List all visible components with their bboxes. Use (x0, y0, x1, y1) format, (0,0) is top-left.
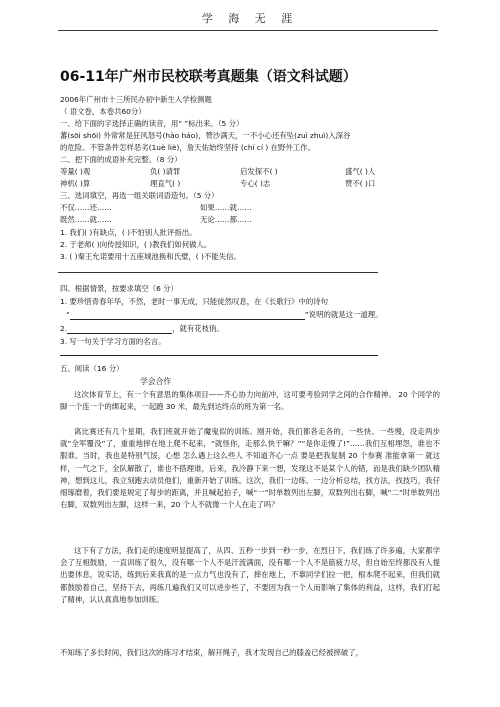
article-paragraph-1: 这次体育节上，有一个有意思的集体项目——齐心协力向前冲，这可要考验同学之间的合作精神。 20 个同学的脚一个连一个的绑起来，一起跑 30 米，最先到达终点的班为第一名。 (60, 390, 440, 412)
verse-blank[interactable] (67, 325, 172, 334)
quote-answer-line[interactable] (60, 355, 378, 356)
idiom-6: 理直气( ) (150, 179, 181, 188)
q2-heading: 二、把下面的成语补充完整。（8 分） (60, 155, 182, 164)
poem-blank[interactable] (70, 311, 305, 320)
q4-item-1: 1. 要珍惜青春年华，不然，老时一事无成，只能徒然叹息，在《长歌行》中的诗句 (60, 297, 329, 306)
q1-line-1: 蕃(sōi shōi) 外常常是狂风怒号(hào háo)，赞沙满天，一不小心还有坠(zuì zhuì)入深谷 (60, 131, 351, 140)
q4-item-2 (60, 324, 224, 334)
q4-heading: 四、根据情景，按要求填空（6 分） (60, 284, 178, 293)
article-paragraph-2: 离比赛还有几个星期，我们班就开始了魔鬼似的训练。刚开始，我们都各走各的，一些快、一些慢，没走两步就“全军覆没”了，重重地摔在地上爬不起来，“就怪你，走那么快干嘛？”“是你走慢了!”……我们互相埋怨，谁也不服谁。当时，我也是特别气馁，心想 怎么遇上这么些人 不知道齐心一点 要是把我复制 20 个参赛 准能拿第一 就这样，一气之下，全队解散了，谁也不搭理谁，后来，我冷静下来一想，发现这不是某个人的错，而是我们缺少团队精神，想到这儿，我立刻跑去动员他们，重新开始了训练。这次，我们一边练、一边分析总结，找方法，找技巧，我仔细琢磨着，我们要是规定了每步的距离，并且喊起拍子，喊“一”时单数列出左脚，双数列出右脚，喊“二”时单数列出右脚，双数列出左脚，这样一来，20 个人不就像一个人在走了吗？ (60, 427, 440, 510)
q3-sentence-1: 1. 我们( )有缺点，( )不怕别人批评指出。 (60, 228, 197, 237)
conj-pair-2: 如果……就…… (200, 203, 252, 212)
q1-heading: 一、给下面的字选择正确的读音，用“ ”标出来。（5 分） (60, 119, 244, 128)
idiom-5: 神机( )算 (60, 179, 91, 188)
q1-line-2: 的危险。不管条件怎样恶劣(1uè liè)，詹天佑始终坚持 (chí cí ) 在野外工作。 (60, 143, 315, 152)
conj-pair-1: 不仅……还…… (60, 203, 112, 212)
q4-item-2-num: 2. (60, 324, 68, 333)
q3-sentence-3: 3. ( )秦王允诺要用十五座城池换和氏璧，( )不能失信。 (60, 252, 241, 261)
document-title: 06-11年广州市民校联考真题集（语文科试题） (60, 69, 357, 85)
idiom-1: 等量( )观 (60, 167, 91, 176)
q4-item-1-tail: ”说明的就是这一道理。 (304, 310, 383, 319)
q5-heading: 五、阅读（16 分） (60, 364, 124, 373)
idiom-8: 赞不( )口 (345, 179, 376, 188)
open-quote: “ (66, 310, 70, 319)
article-title: 学会合作 (140, 377, 172, 386)
q3-heading: 三、选词填空，再选一组关联词语造句。（5 分） (60, 191, 219, 200)
conj-pair-3: 既然……就…… (60, 215, 112, 224)
page-header: 学 海 无 涯 (201, 12, 299, 25)
q3-sentence-2: 2. 于老师( )向传授知识，( )教我们如何做人。 (60, 240, 212, 249)
article-paragraph-4: 不知练了多长时间，我们这次的练习才结束，解开绳子，我才发现自己的膝盖已经被摔破了， (60, 648, 364, 657)
exam-subtitle: 2006年广州市十三所民办初中新生入学检测题 (60, 95, 212, 104)
q4-item-3: 3. 写一句关于学习方面的名言。 (60, 337, 166, 346)
conj-pair-4: 无论……都…… (200, 215, 252, 224)
section-rule (58, 272, 378, 273)
q4-item-2-tail: ，就有花枝俏。 (172, 324, 224, 333)
q4-item-1-answer (66, 310, 383, 320)
header-rule (58, 30, 438, 31)
idiom-2: 负( )请罪 (150, 167, 181, 176)
idiom-3: 启发探不( ) (240, 167, 278, 176)
idiom-7: 专心( )志 (240, 179, 271, 188)
exam-info: （ 语文卷，本卷共60分） (60, 107, 146, 116)
idiom-4: 盛气( )人 (345, 167, 376, 176)
article-paragraph-3: 这下有了方法，我们走的速度明显提高了，从四、五秒一步到一秒一步，在烈日下，我们练了许多遍，大家都学会了互相鼓励，一直训练了很久，没有哪一个人不是汗流满面，没有哪一个人不是筋疲力尽，但自始至终都没有人提出要休息，说实话，练到后来我真的是一点力气也没有了，摔在地上，不靠同学们拉一把，根本爬不起来，但我们就都鼓励着自己，坚持下去，再练几遍我们又可以进步些了，不要因为我一个人而影响了集体的利益，这样，我们打起了精神，认认真真地参加训练。 (60, 546, 440, 604)
